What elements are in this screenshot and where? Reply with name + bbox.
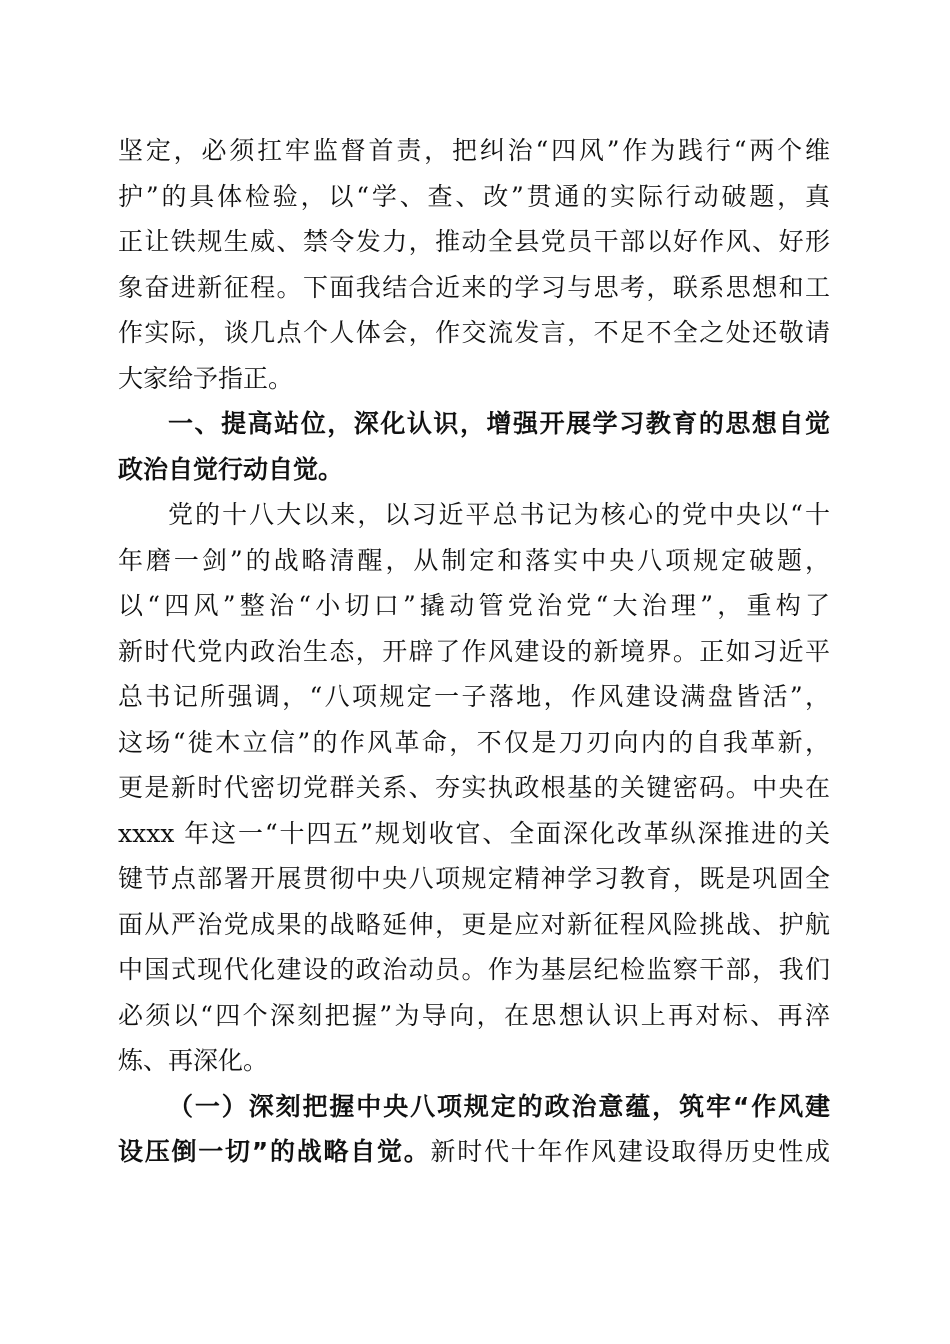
body-line: 必须以“四个深刻把握”为导向，在思想认识上再对标、再淬 bbox=[118, 1000, 830, 1030]
document-body bbox=[118, 128, 830, 1175]
body-line: 炼、再深化。 bbox=[118, 1046, 269, 1075]
intro-line: 象奋进新征程。下面我结合近来的学习与思考，联系思想和工 bbox=[118, 272, 830, 302]
body-line: 这场“徙木立信”的作风革命，不仅是刀刃向内的自我革新， bbox=[118, 727, 830, 757]
body-line: 更是新时代密切党群关系、夯实执政根基的关键密码。中央在 bbox=[118, 773, 830, 802]
subsection-line bbox=[118, 1129, 830, 1175]
section-heading: 政治自觉行动自觉。 bbox=[118, 454, 344, 484]
body-line: 新时代党内政治生态，开辟了作风建设的新境界。正如习近平 bbox=[118, 636, 830, 666]
body-line: 年磨一剑”的战略清醒，从制定和落实中央八项规定破题， bbox=[118, 545, 830, 575]
section-heading: 一、提高站位，深化认识，增强开展学习教育的思想自觉 bbox=[168, 409, 830, 438]
body-line: 键节点部署开展贯彻中央八项规定精神学习教育，既是巩固全 bbox=[118, 864, 830, 893]
intro-line: 大家给予指正。 bbox=[118, 363, 294, 393]
intro-line: 正让铁规生威、禁令发力，推动全县党员干部以好作风、好形 bbox=[118, 227, 830, 256]
subsection-heading: （一）深刻把握中央八项规定的政治意蕴，筑牢“作风建 bbox=[168, 1091, 830, 1121]
intro-line: 护”的具体检验，以“学、查、改”贯通的实际行动破题，真 bbox=[118, 181, 830, 211]
intro-line: 坚定，必须扛牢监督首责，把纠治“四风”作为践行“两个维 bbox=[118, 136, 830, 165]
body-line: 面从严治党成果的战略延伸，更是应对新征程风险挑战、护航 bbox=[118, 909, 830, 939]
intro-line: 作实际，谈几点个人体会，作交流发言，不足不全之处还敬请 bbox=[118, 318, 830, 347]
body-line: xxxx 年这一“十四五”规划收官、全面深化改革纵深推进的关 bbox=[118, 818, 830, 848]
subsection-body-start: 新时代十年作风建设取得历史性成 bbox=[430, 1137, 830, 1166]
body-line: 中国式现代化建设的政治动员。作为基层纪检监察干部，我们 bbox=[118, 955, 830, 984]
body-line: 党的十八大以来，以习近平总书记为核心的党中央以“十 bbox=[168, 500, 830, 529]
body-line: 以“四风”整治“小切口”撬动管党治党“大治理”，重构了 bbox=[118, 591, 830, 620]
body-line: 总书记所强调，“八项规定一子落地，作风建设满盘皆活”， bbox=[118, 682, 830, 711]
subsection-heading-end: 设压倒一切”的战略自觉。 bbox=[118, 1137, 431, 1166]
